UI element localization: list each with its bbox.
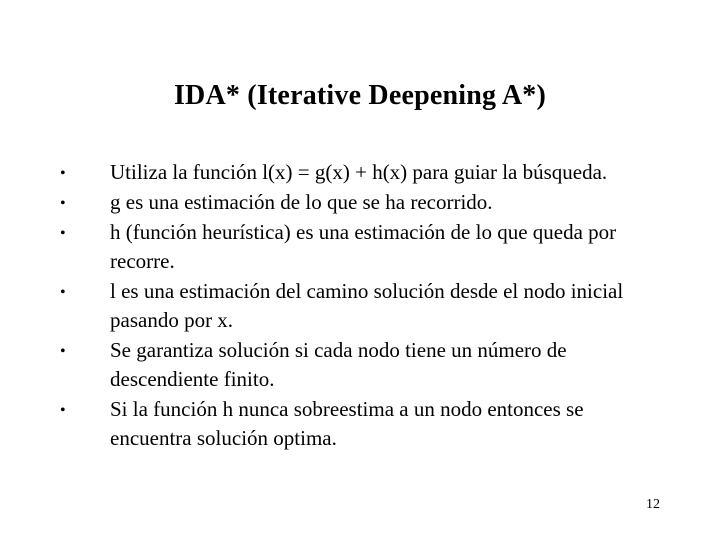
slide-title: IDA* (Iterative Deepening A*)	[173, 80, 547, 111]
bullet-text: l es una estimación del camino solución desde el nodo inicial pasando por x.	[110, 279, 624, 332]
list-item	[60, 188, 660, 217]
bullet-list	[60, 158, 660, 454]
bullet-text: Se garantiza solución si cada nodo tiene un número de descendiente finito.	[110, 338, 567, 391]
bullet-icon: •	[60, 195, 66, 212]
bullet-icon: •	[60, 402, 66, 419]
bullet-icon: •	[60, 225, 66, 242]
bullet-icon: •	[60, 284, 66, 301]
list-item	[60, 158, 660, 187]
bullet-icon: •	[60, 165, 66, 182]
bullet-text: g es una estimación de lo que se ha recorrido.	[110, 190, 493, 214]
bullet-icon: •	[60, 343, 66, 360]
bullet-text: Si la función h nunca sobreestima a un nodo entonces se encuentra solución optima.	[110, 397, 584, 450]
list-item	[60, 336, 660, 394]
list-item	[60, 395, 660, 453]
page-number: 12	[646, 497, 660, 512]
bullet-text: h (función heurística) es una estimación de lo que queda por recorre.	[110, 220, 617, 273]
list-item	[60, 277, 660, 335]
list-item	[60, 218, 660, 276]
bullet-text: Utiliza la función l(x) = g(x) + h(x) para guiar la búsqueda.	[110, 160, 608, 184]
